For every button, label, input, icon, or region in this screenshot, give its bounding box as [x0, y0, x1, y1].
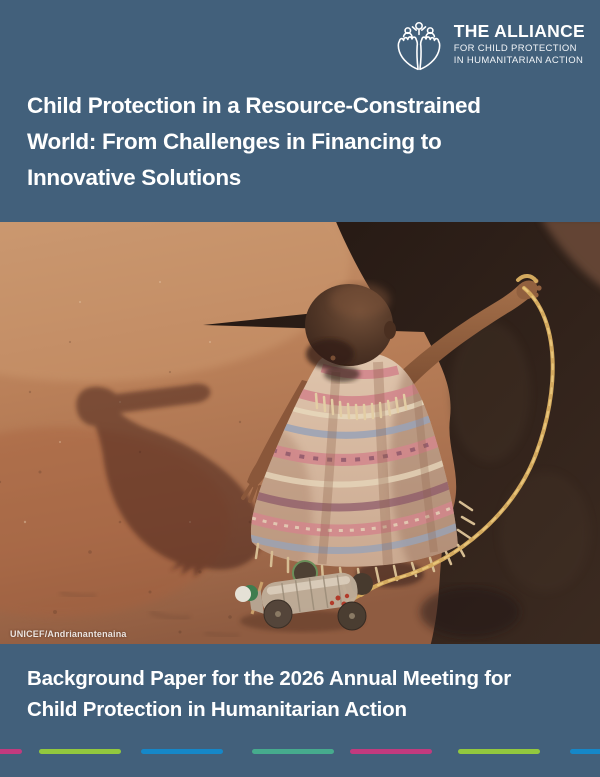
footer-stripes: [0, 749, 600, 754]
page-title: [27, 88, 589, 196]
title-line-1: Child Protection in a Resource-Constrained: [27, 93, 481, 118]
footer-stripe: [252, 749, 334, 754]
alliance-logo-text: [454, 16, 585, 66]
org-name: THE ALLIANCE: [453, 21, 585, 41]
cover-photo: [0, 222, 600, 644]
title-line-3: Innovative Solutions: [27, 165, 242, 190]
footer-stripe: [0, 749, 22, 754]
footer-stripe: [570, 749, 600, 754]
cover-subtitle: [27, 663, 589, 725]
title-line-2: World: From Challenges in Financing to: [27, 129, 442, 154]
footer-stripe: [141, 749, 223, 754]
org-tagline-1: FOR CHILD PROTECTION: [453, 42, 577, 54]
hands-cradling-family-icon: [391, 18, 447, 74]
alliance-logo: [391, 16, 585, 74]
subtitle-line-1: Background Paper for the 2026 Annual Meeting for: [27, 667, 512, 690]
footer-stripe: [458, 749, 540, 754]
footer-stripe: [350, 749, 432, 754]
subtitle-line-2: Child Protection in Humanitarian Action: [27, 698, 407, 721]
photo-credit: UNICEF/Andrianantenaina: [10, 629, 127, 639]
org-tagline-2: IN HUMANITARIAN ACTION: [453, 54, 584, 66]
footer-stripe: [39, 749, 121, 754]
cover-photo-illustration: [0, 222, 600, 644]
